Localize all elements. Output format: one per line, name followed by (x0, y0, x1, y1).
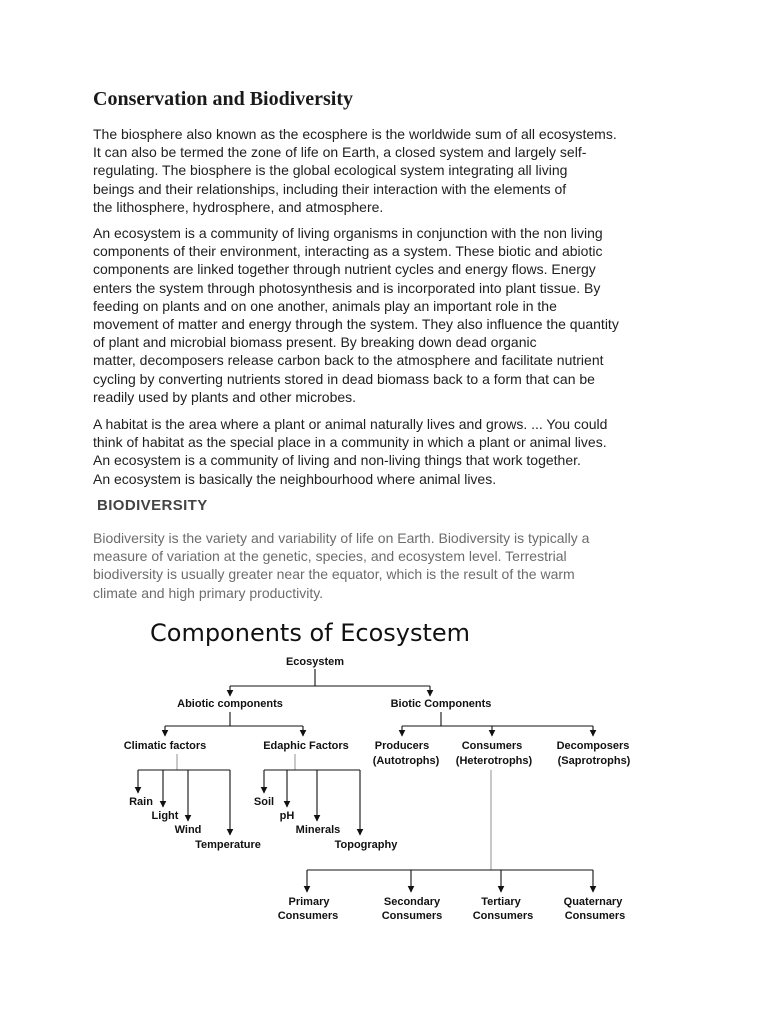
paragraph-habitat (93, 415, 683, 488)
text-line: An ecosystem is a community of living organisms in conjunction with the non living (93, 225, 603, 241)
text-line: Biodiversity is the variety and variability of life on Earth. Biodiversity is typically a (93, 530, 590, 546)
text-line: It can also be termed the zone of life on Earth, a closed system and largely self- (93, 144, 587, 161)
text-line: biodiversity is usually greater near the equator, which is the result of the warm (93, 566, 575, 583)
text-line: components of their environment, interacting as a system. These biotic and abiotic (93, 243, 603, 260)
page-title: Conservation and Biodiversity (93, 88, 354, 110)
node-consumers: Consumers (461, 740, 523, 752)
text-line: think of habitat as the special place in a community in which a plant or animal lives. (93, 434, 607, 451)
text-line: matter, decomposers release carbon back to the atmosphere and facilitate nutrient (93, 352, 604, 369)
text-line: The biosphere also known as the ecosphere is the worldwide sum of all ecosystems. (93, 126, 617, 142)
text-line: measure of variation at the genetic, species, and ecosystem level. Terrestrial (93, 548, 567, 565)
text-line: beings and their relationships, including their interaction with the elements of (93, 180, 567, 197)
section-heading-biodiversity: BIODIVERSITY (97, 497, 208, 514)
text-line: readily used by plants and other microbes. (93, 388, 357, 405)
paragraph-biodiversity (93, 529, 683, 602)
text-line: A habitat is the area where a plant or animal naturally lives and grows. ... You could (93, 416, 608, 432)
node-secondary-consumers: Secondary (383, 896, 441, 908)
paragraph-ecosystem (93, 224, 683, 406)
node-wind: Wind (174, 824, 202, 836)
paragraph-biosphere (93, 125, 683, 216)
node-secondary-consumers-sub: Consumers (381, 910, 443, 922)
text-line: of plant and microbial biomass present. By breaking down dead organic (93, 334, 537, 351)
node-consumers-subtitle: (Heterotrophs) (455, 755, 533, 767)
node-decomposers-subtitle: (Saprotrophs) (557, 755, 631, 767)
node-topography: Topography (334, 839, 398, 851)
node-decomposers: Decomposers (556, 740, 630, 752)
text-line: regulating. The biosphere is the global ecological system integrating all living (93, 162, 568, 179)
node-edaphic-factors: Edaphic Factors (263, 740, 349, 752)
node-biotic-components: Biotic Components (390, 698, 492, 710)
node-temperature: Temperature (195, 839, 261, 851)
node-ecosystem: Ecosystem (285, 656, 345, 668)
node-producers: Producers (374, 740, 430, 752)
node-soil: Soil (253, 796, 275, 808)
node-primary-consumers: Primary (288, 896, 330, 908)
text-line: cycling by converting nutrients stored in dead biomass back to a form that can be (93, 370, 595, 387)
node-primary-consumers-sub: Consumers (277, 910, 339, 922)
text-line: components are linked together through nutrient cycles and energy flows. Energy (93, 261, 596, 278)
ecosystem-components-diagram (0, 600, 768, 940)
node-climatic-factors: Climatic factors (123, 740, 207, 752)
node-producers-subtitle: (Autotrophs) (372, 755, 440, 767)
text-line: enters the system through photosynthesis and is incorporated into plant tissue. By (93, 279, 601, 296)
text-line: feeding on plants and on one another, animals play an important role in the (93, 297, 557, 314)
text-line: An ecosystem is basically the neighbourhood where animal lives. (93, 470, 497, 487)
diagram-title: Components of Ecosystem (150, 619, 471, 647)
node-minerals: Minerals (295, 824, 341, 836)
node-tertiary-consumers-sub: Consumers (472, 910, 534, 922)
node-tertiary-consumers: Tertiary (481, 896, 521, 908)
node-abiotic-components: Abiotic components (177, 698, 283, 710)
node-ph: pH (279, 810, 295, 822)
text-line: movement of matter and energy through the system. They also influence the quantity (93, 316, 619, 333)
node-light: Light (151, 810, 179, 822)
node-quaternary-consumers-sub: Consumers (564, 910, 626, 922)
node-rain: Rain (129, 796, 153, 808)
text-line: the lithosphere, hydrosphere, and atmosphere. (93, 198, 384, 215)
node-quaternary-consumers: Quaternary (563, 896, 623, 908)
text-line: climate and high primary productivity. (93, 584, 324, 601)
text-line: An ecosystem is a community of living and non-living things that work together. (93, 452, 581, 469)
